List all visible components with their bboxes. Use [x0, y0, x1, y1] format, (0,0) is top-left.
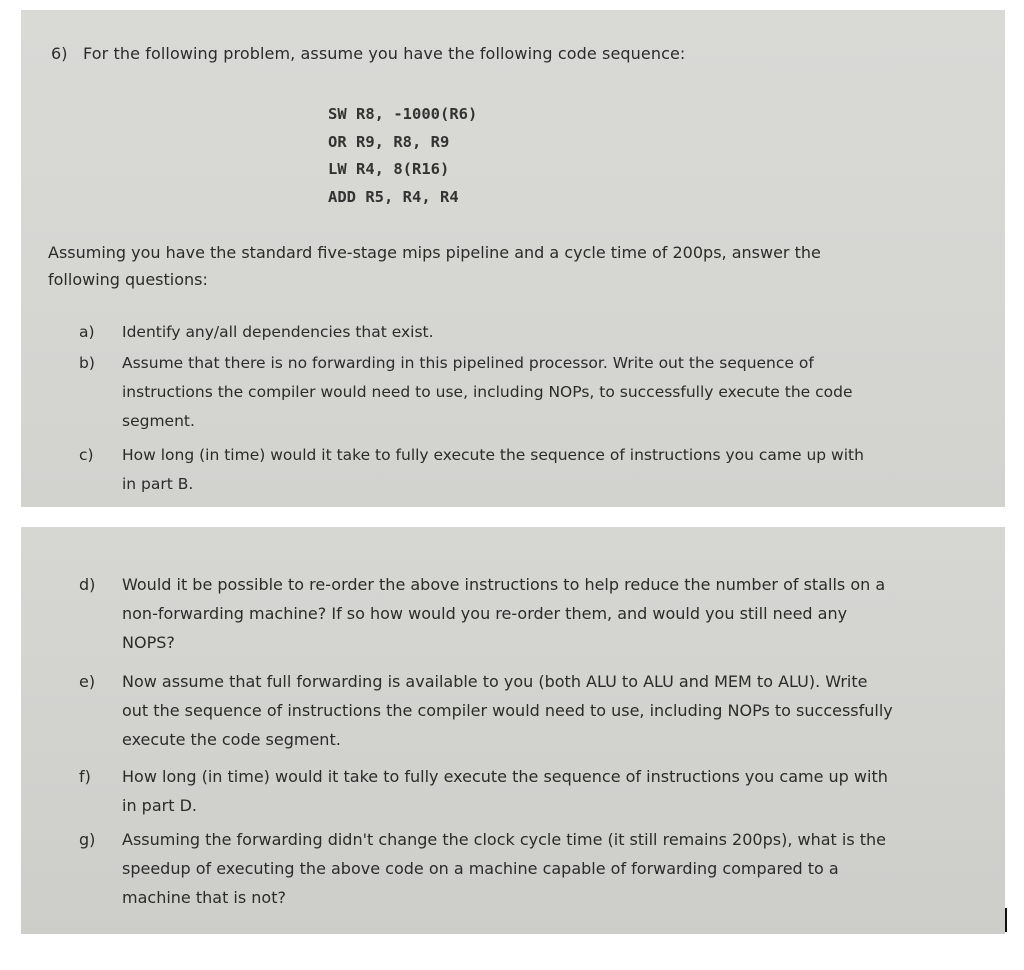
edge-mark [1005, 908, 1007, 932]
item-label: e) [79, 672, 96, 691]
item-text [122, 318, 434, 347]
item-label: c) [79, 446, 94, 464]
question-panel-top [21, 10, 1005, 507]
code-sequence [328, 101, 477, 211]
item-text [122, 570, 885, 657]
item-line: segment. [122, 412, 195, 430]
item-line: Identify any/all dependencies that exist. [122, 323, 434, 341]
item-text [122, 349, 853, 436]
question-panel-bottom [21, 527, 1005, 934]
intro-line: following questions: [48, 270, 208, 289]
item-text [122, 667, 893, 754]
item-label: f) [79, 767, 91, 786]
item-label: g) [79, 830, 96, 849]
item-line: NOPS? [122, 633, 175, 652]
question-number: 6) [51, 44, 68, 63]
code-line: SW R8, -1000(R6) [328, 105, 478, 123]
item-line: How long (in time) would it take to fully execute the sequence of instructions you came up with [122, 446, 864, 464]
item-line: in part B. [122, 475, 194, 493]
item-line: Would it be possible to re-order the above instructions to help reduce the number of stalls on a [122, 575, 886, 594]
item-line: out the sequence of instructions the compiler would need to use, including NOPs to successfully [122, 701, 893, 720]
item-line: instructions the compiler would need to use, including NOPs, to successfully execute the code [122, 383, 853, 401]
list-item-a [79, 318, 959, 347]
item-text [122, 441, 864, 499]
code-line: OR R9, R8, R9 [328, 132, 450, 151]
question-header [51, 44, 685, 63]
intro-line: Assuming you have the standard five-stage mips pipeline and a cycle time of 200ps, answer the [48, 243, 821, 262]
item-line: in part D. [122, 796, 197, 815]
item-line: speedup of executing the above code on a machine capable of forwarding compared to a [122, 859, 839, 878]
item-line: How long (in time) would it take to fully execute the sequence of instructions you came up with [122, 767, 888, 786]
question-text: For the following problem, assume you have the following code sequence: [83, 44, 686, 63]
list-item-c [79, 441, 959, 501]
list-item-f [79, 762, 979, 822]
item-line: machine that is not? [122, 888, 286, 907]
list-item-g [79, 825, 979, 915]
item-line: execute the code segment. [122, 730, 341, 749]
item-line: Now assume that full forwarding is available to you (both ALU to ALU and MEM to ALU). Write [122, 672, 868, 691]
list-item-e [79, 667, 979, 755]
list-item-b [79, 349, 959, 439]
code-line: LW R4, 8(R16) [328, 160, 450, 178]
intro-paragraph [48, 239, 928, 293]
code-line: ADD R5, R4, R4 [328, 187, 459, 206]
item-label: b) [79, 354, 95, 372]
item-line: Assume that there is no forwarding in this pipelined processor. Write out the sequence of [122, 354, 814, 372]
item-text [122, 825, 886, 912]
item-label: a) [79, 323, 95, 341]
item-label: d) [79, 575, 96, 594]
item-line: Assuming the forwarding didn't change the clock cycle time (it still remains 200ps), what is the [122, 830, 887, 849]
item-text [122, 762, 888, 820]
list-item-d [79, 570, 979, 658]
item-line: non-forwarding machine? If so how would you re-order them, and would you still need any [122, 604, 848, 623]
